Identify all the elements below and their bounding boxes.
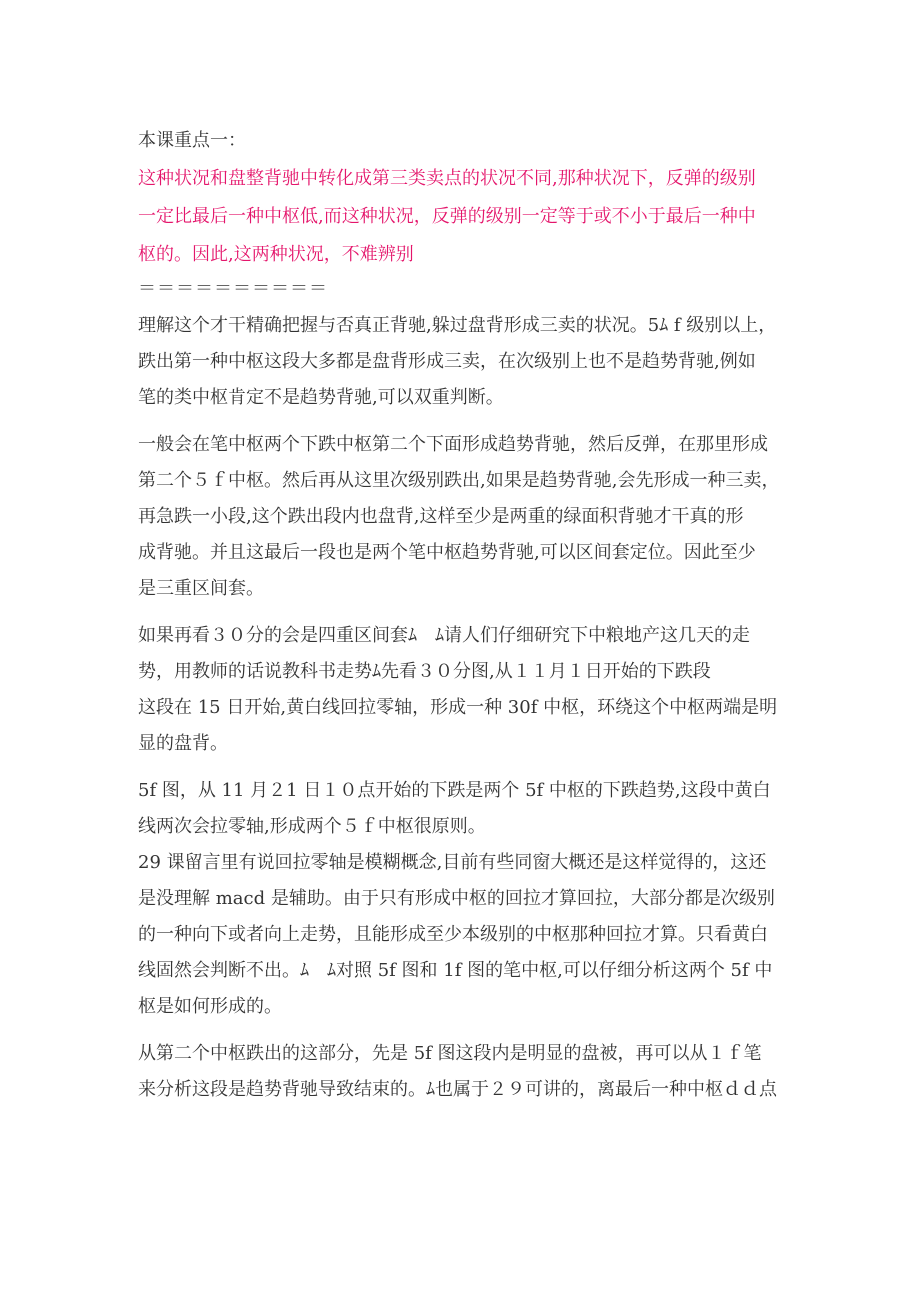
emphasis-line: 枢的。因此,这两种状况，不难辨别 xyxy=(138,244,414,265)
text-line: 5f 图，从 11 月２1 日１０点开始的下跌是两个 5f 中枢的下跌趋势,这段中黄白 xyxy=(138,780,771,801)
text-line: 的一种向下或者向上走势，且能形成至少本级别的中枢那种回拉才算。只看黄白 xyxy=(138,924,768,945)
text-line: 29 课留言里有说回拉零轴是模糊概念,目前有些同窗大概还是这样觉得的，这还 xyxy=(138,852,767,873)
text-line: 成背驰。并且这最后一段也是两个笔中枢趋势背驰,可以区间套定位。因此至少 xyxy=(138,542,756,563)
text-line: 跌出第一种中枢这段大多都是盘背形成三卖，在次级别上也不是趋势背驰,例如 xyxy=(138,351,756,372)
text-line: 再急跌一小段,这个跌出段内也盘背,这样至少是两重的绿面积背驰才干真的形 xyxy=(138,506,744,527)
section-heading: 本课重点一： xyxy=(138,130,246,151)
emphasis-line: 一定比最后一种中枢低,而这种状况，反弹的级别一定等于或不小于最后一种中 xyxy=(138,206,756,227)
text-line: 从第二个中枢跌出的这部分，先是 5f 图这段内是明显的盘被，再可以从１ｆ笔 xyxy=(138,1043,762,1064)
text-line: 笔的类中枢肯定不是趋势背驰,可以双重判断。 xyxy=(138,387,504,408)
text-line: 第二个５ｆ中枢。然后再从这里次级别跌出,如果是趋势背驰,会先形成一种三卖， xyxy=(138,470,780,491)
emphasis-line: 这种状况和盘整背驰中转化成第三类卖点的状况不同,那种状况下，反弹的级别 xyxy=(138,168,756,189)
paragraph-6 xyxy=(138,1036,788,1108)
paragraph-1 xyxy=(138,308,788,416)
text-line: 是三重区间套。 xyxy=(138,578,264,599)
emphasis-paragraph xyxy=(138,160,788,274)
text-line: 势，用教师的话说教科书走势ﾑ先看３０分图,从１１月１日开始的下跌段 xyxy=(138,661,711,682)
text-line: 是没理解 macd 是辅助。由于只有形成中枢的回拉才算回拉，大部分都是次级别 xyxy=(138,888,775,909)
text-line: 来分析这段是趋势背驰导致结束的。ﾑ也属于２９可讲的，离最后一种中枢ｄｄ点 xyxy=(138,1079,777,1100)
text-line: 枢是如何形成的。 xyxy=(138,996,282,1017)
paragraph-2 xyxy=(138,427,788,607)
text-line: 显的盘背。 xyxy=(138,733,228,754)
text-line: 线固然会判断不出。ﾑ ﾑ对照 5f 图和 1f 图的笔中枢,可以仔细分析这两个 5f 中 xyxy=(138,960,773,981)
separator-line: ＝＝＝＝＝＝＝＝＝＝ xyxy=(138,278,328,299)
paragraph-4 xyxy=(138,773,788,845)
paragraph-5 xyxy=(138,845,788,1025)
text-line: 一般会在笔中枢两个下跌中枢第二个下面形成趋势背驰，然后反弹，在那里形成 xyxy=(138,434,768,455)
paragraph-3 xyxy=(138,618,788,762)
text-line: 如果再看３０分的会是四重区间套ﾑ ﾑ请人们仔细研究下中粮地产这几天的走 xyxy=(138,625,750,646)
document-body xyxy=(138,122,788,1119)
text-line: 这段在 15 日开始,黄白线回拉零轴，形成一种 30f 中枢，环绕这个中枢两端是明 xyxy=(138,697,778,718)
text-line: 线两次会拉零轴,形成两个５ｆ中枢很原则。 xyxy=(138,816,486,837)
text-line: 理解这个才干精确把握与否真正背驰,躲过盘背形成三卖的状况。5ﾑ f 级别以上， xyxy=(138,315,777,336)
